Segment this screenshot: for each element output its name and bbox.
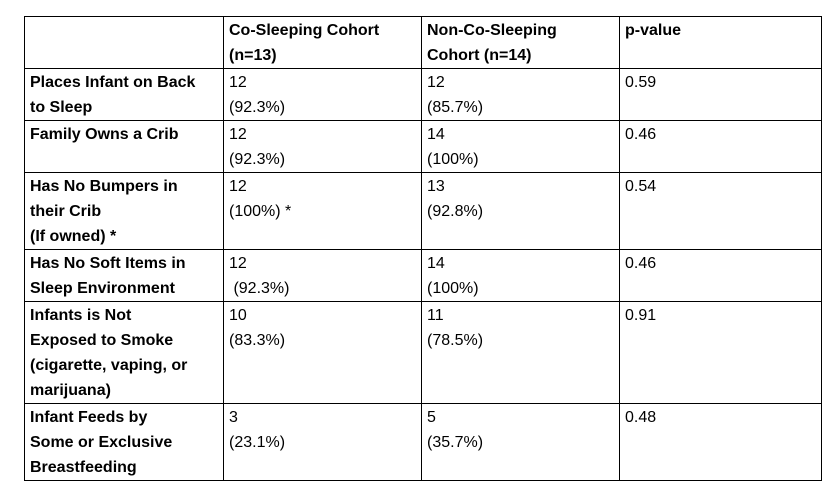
- non-co-sleeping-value: [422, 173, 620, 250]
- p-value-text: 0.59: [625, 74, 657, 91]
- row-label-line: Breastfeeding: [30, 459, 137, 476]
- count-value: 12: [229, 178, 247, 195]
- p-value-text: 0.54: [625, 178, 657, 195]
- row-label: [25, 250, 224, 302]
- percent-value: (85.7%): [427, 99, 484, 116]
- row-label: [25, 404, 224, 481]
- count-value: 3: [229, 409, 238, 426]
- p-value: [620, 121, 822, 173]
- cohort-comparison-table: [24, 16, 822, 481]
- percent-value: (92.3%): [229, 280, 290, 297]
- p-value-text: 0.48: [625, 409, 657, 426]
- count-value: 14: [427, 126, 445, 143]
- row-label-line: (If owned) *: [30, 228, 117, 245]
- header-p-value: [620, 17, 822, 69]
- header-blank-cell: [25, 17, 224, 69]
- row-label: [25, 173, 224, 250]
- count-value: 12: [229, 255, 247, 272]
- table-row: [25, 250, 822, 302]
- count-value: 5: [427, 409, 436, 426]
- row-label-line: to Sleep: [30, 99, 93, 116]
- percent-value: (100%): [427, 280, 479, 297]
- p-value-text: 0.91: [625, 307, 657, 324]
- row-label-line: Exposed to Smoke: [30, 332, 174, 349]
- non-co-sleeping-value: [422, 69, 620, 121]
- count-value: 10: [229, 307, 247, 324]
- count-value: 12: [229, 74, 247, 91]
- header-row: [25, 17, 822, 69]
- row-label-line: Family Owns a Crib: [30, 126, 179, 143]
- header-co-sleeping-line: (n=13): [229, 47, 277, 64]
- row-label-line: (cigarette, vaping, or: [30, 357, 188, 374]
- header-co-sleeping: [224, 17, 422, 69]
- co-sleeping-value: [224, 173, 422, 250]
- row-label-line: marijuana): [30, 382, 111, 399]
- count-value: 14: [427, 255, 445, 272]
- row-label: [25, 302, 224, 404]
- non-co-sleeping-value: [422, 404, 620, 481]
- p-value: [620, 302, 822, 404]
- p-value-text: 0.46: [625, 255, 657, 272]
- count-value: 12: [229, 126, 247, 143]
- table-row: [25, 173, 822, 250]
- p-value: [620, 250, 822, 302]
- p-value: [620, 173, 822, 250]
- header-non-co-sleeping: [422, 17, 620, 69]
- co-sleeping-value: [224, 302, 422, 404]
- row-label-line: their Crib: [30, 203, 102, 220]
- non-co-sleeping-value: [422, 302, 620, 404]
- percent-value: (92.8%): [427, 203, 484, 220]
- p-value: [620, 404, 822, 481]
- header-non-co-sleeping-line: Cohort (n=14): [427, 47, 532, 64]
- percent-value: (92.3%): [229, 99, 286, 116]
- percent-value: (100%) *: [229, 203, 292, 220]
- percent-value: (23.1%): [229, 434, 286, 451]
- co-sleeping-value: [224, 250, 422, 302]
- count-value: 11: [427, 307, 444, 324]
- header-co-sleeping-line: Co-Sleeping Cohort: [229, 22, 380, 39]
- percent-value: (78.5%): [427, 332, 484, 349]
- percent-value: (35.7%): [427, 434, 484, 451]
- count-value: 13: [427, 178, 445, 195]
- row-label: [25, 69, 224, 121]
- row-label-line: Some or Exclusive: [30, 434, 173, 451]
- percent-value: (100%): [427, 151, 479, 168]
- co-sleeping-value: [224, 121, 422, 173]
- co-sleeping-value: [224, 69, 422, 121]
- percent-value: (83.3%): [229, 332, 286, 349]
- row-label-line: Infant Feeds by: [30, 409, 148, 426]
- p-value: [620, 69, 822, 121]
- p-value-text: 0.46: [625, 126, 657, 143]
- count-value: 12: [427, 74, 445, 91]
- table-row: [25, 302, 822, 404]
- percent-value: (92.3%): [229, 151, 286, 168]
- table-row: [25, 121, 822, 173]
- row-label-line: Has No Bumpers in: [30, 178, 178, 195]
- row-label-line: Sleep Environment: [30, 280, 175, 297]
- header-p-value-text: p-value: [625, 22, 682, 39]
- row-label: [25, 121, 224, 173]
- table-row: [25, 69, 822, 121]
- non-co-sleeping-value: [422, 250, 620, 302]
- co-sleeping-value: [224, 404, 422, 481]
- table-row: [25, 404, 822, 481]
- non-co-sleeping-value: [422, 121, 620, 173]
- row-label-line: Has No Soft Items in: [30, 255, 186, 272]
- row-label-line: Infants is Not: [30, 307, 132, 324]
- header-non-co-sleeping-line: Non-Co-Sleeping: [427, 22, 557, 39]
- row-label-line: Places Infant on Back: [30, 74, 196, 91]
